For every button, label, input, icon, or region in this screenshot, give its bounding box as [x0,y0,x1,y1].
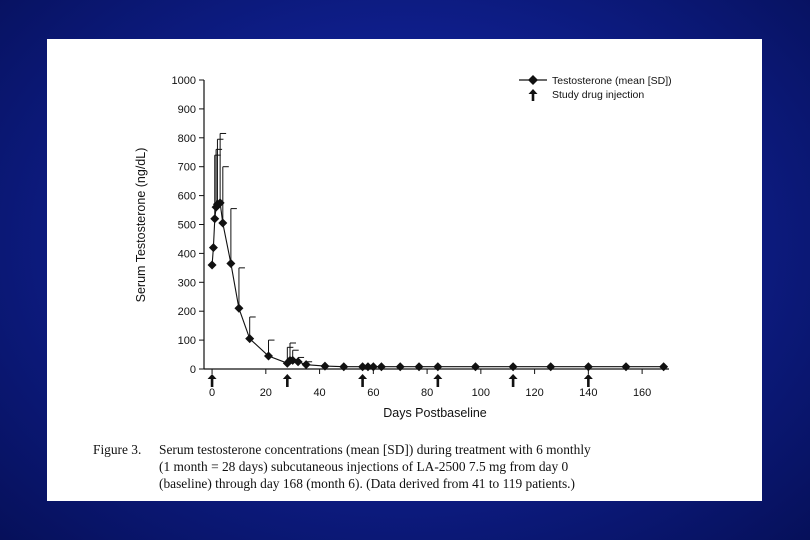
data-point-diamond [209,243,218,252]
caption-line-2: (1 month = 28 days) subcutaneous injections of LA-2500 7.5 mg from day 0 [159,459,569,474]
data-point-diamond [415,362,424,371]
data-point-diamond [210,214,219,223]
caption-figure-label: Figure 3. [93,442,142,457]
x-tick-label: 100 [471,387,491,399]
x-axis-label: Days Postbaseline [383,406,487,420]
y-tick-label: 100 [177,335,196,348]
chart-axes [172,75,669,399]
legend-diamond-marker [528,75,538,85]
data-point-diamond [471,362,480,371]
x-tick-label: 140 [579,387,598,399]
figure-caption [93,441,733,492]
data-point-diamond [396,362,405,371]
x-tick-label: 40 [313,387,326,399]
x-tick-label: 120 [525,387,544,399]
x-tick-label: 0 [209,387,216,399]
chart-legend [519,75,672,101]
data-point-diamond [339,362,348,371]
y-tick-label: 500 [177,219,196,232]
caption-text-1: Serum testosterone concentrations (mean [SD]) during treatment with 6 monthly [159,442,591,457]
y-tick-label: 800 [177,132,196,145]
data-point-diamond [377,362,386,371]
injection-arrow-marker [358,374,367,387]
x-tick-label: 160 [632,387,652,399]
data-point-diamond [584,362,593,371]
y-tick-label: 0 [189,364,196,376]
x-tick-label: 80 [420,387,434,399]
y-tick-label: 700 [177,161,196,174]
y-tick-label: 1000 [171,75,196,87]
series-line [212,203,663,367]
data-point-diamond [433,362,442,371]
y-tick-label: 400 [177,248,196,261]
legend-label-testosterone: Testosterone (mean [SD]) [552,75,672,87]
legend-label-injection: Study drug injection [552,89,645,101]
y-tick-label: 600 [177,190,196,203]
data-point-diamond [659,362,668,371]
data-point-diamond [509,362,518,371]
injection-arrow-marker [509,374,518,387]
x-tick-label: 20 [259,387,272,399]
caption-line-3: (baseline) through day 168 (month 6). (Data derived from 41 to 119 patients.) [159,476,575,491]
data-point-diamond [621,362,630,371]
data-point-diamond [218,219,227,228]
caption-line-1 [93,441,733,458]
x-tick-label: 60 [367,387,380,399]
y-axis-label: Serum Testosterone (ng/dL) [134,147,148,303]
data-point-diamond [208,260,217,269]
figure-panel [47,39,762,501]
injection-arrow-marker [584,374,593,387]
data-point-diamond [234,304,243,313]
y-tick-label: 300 [177,277,196,290]
chart-marks [208,133,669,387]
y-tick-label: 200 [177,306,196,319]
injection-arrow-marker [208,374,217,387]
legend-arrow-marker [529,89,538,101]
injection-arrow-marker [283,374,292,387]
data-point-diamond [369,362,378,371]
y-tick-label: 900 [177,103,196,116]
data-point-diamond [226,259,235,268]
data-point-diamond [546,362,555,371]
chart [47,39,762,439]
injection-arrow-marker [433,374,442,387]
